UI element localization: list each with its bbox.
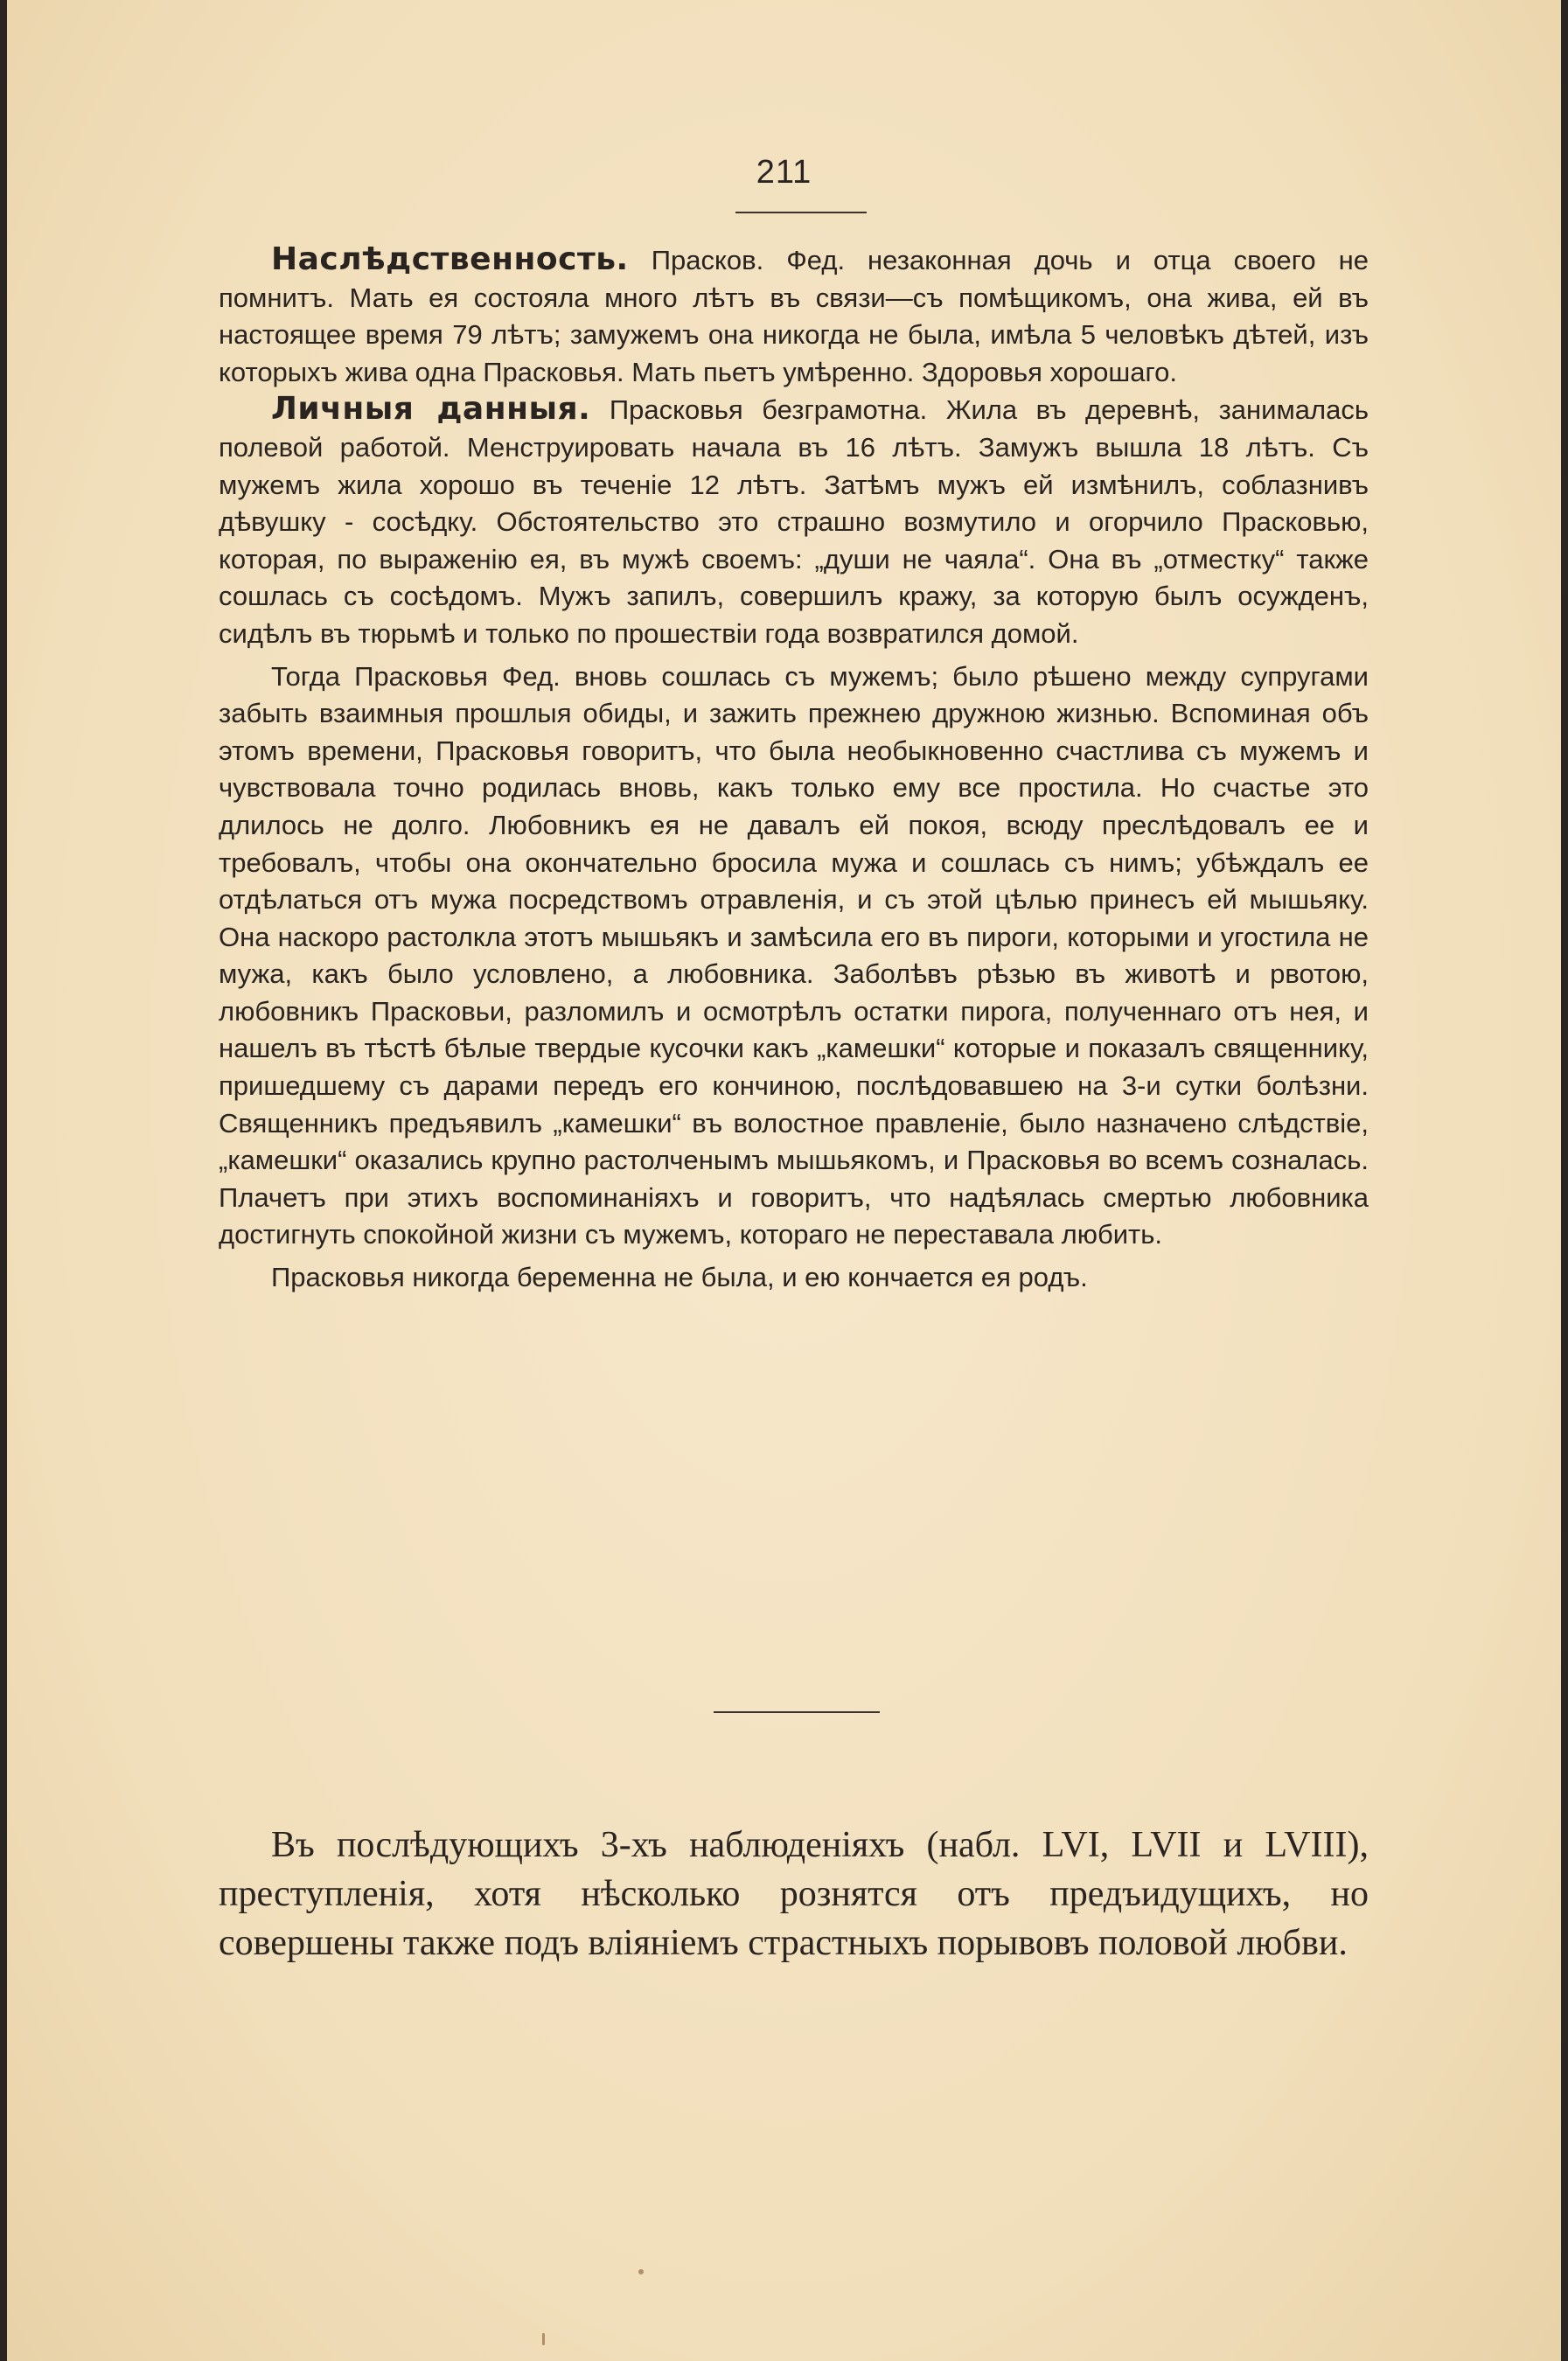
paper-speck [542, 2333, 545, 2345]
story-paragraph: Тогда Прасковья Фед. вновь сошлась съ мужемъ; было рѣшено между супругами забыть взаимныя прошлыя обиды, и зажить прежнею дружною жизнью. Вспоминая объ этомъ времени, Прасковья говоритъ, что была необыкновенно счастлива съ мужемъ и чувствовала точно родилась вновь, какъ только ему все простила. Но счастье это длилось не долго. Любовникъ ея не давалъ ей покоя, всюду преслѣдовалъ ее и требовалъ, чтобы она окончательно бросила мужа и сошлась съ нимъ; убѣждалъ ее отдѣлаться отъ мужа посредствомъ отравленія, и съ этой цѣлью принесъ ей мышьяку. Она наскоро растолкла этотъ мышьякъ и замѣсила его въ пироги, которыми и угостила не мужа, какъ было условлено, а любовника. Заболѣвъ рѣзью въ животѣ и рвотою, любовникъ Прасковьи, разломилъ и осмотрѣлъ остатки пирога, полученнаго отъ нея, и нашелъ въ тѣстѣ бѣлые твердые кусочки какъ „камешки“ которые и показалъ священнику, пришедшему съ дарами передъ его кончиною, послѣдовавшею на 3-и сутки болѣзни. Священникъ предъявилъ „камешки“ въ волостное правленіе, было назначено слѣдствіе, „камешки“ оказались крупно растолченымъ мышьякомъ, и Прасковья во всемъ созналась. Плачетъ при этихъ воспоминаніяхъ и говоритъ, что надѣялась смертью любовника достигнуть спокойной жизни съ мужемъ, котораго не переставала любить. [219, 660, 1369, 1250]
page-number-underline [735, 212, 867, 213]
personal-heading: Личныя данныя. [271, 391, 591, 428]
intro-paragraph: Въ послѣдующихъ 3-хъ наблюденіяхъ (набл. LVI, LVII и LVIII), преступленія, хотя нѣсколько рознятся отъ предъидущихъ, но совершены также подъ вліяніемъ страстныхъ порывовъ половой любви. [219, 1825, 1369, 1963]
personal-paragraph [219, 391, 1369, 652]
personal-text: Прасковья безграмотна. Жила въ деревнѣ, занималась полевой работой. Менструировать начала въ 16 лѣтъ. Замужъ вышла 18 лѣтъ. Съ мужемъ жила хорошо въ теченіе 12 лѣтъ. Затѣмъ мужъ ей измѣнилъ, соблазнивъ дѣвушку - сосѣдку. Обстоятельство это страшно возмутило и огорчило Прасковью, которая, по выраженію ея, въ мужѣ своемъ: „души не чаяла“. Она въ „отместку“ также сошлась съ сосѣдомъ. Мужъ запилъ, совершилъ кражу, за которую былъ осужденъ, сидѣлъ въ тюрьмѣ и только по прошествіи года возвратился домой. [219, 394, 1369, 649]
heredity-text: Прасков. Фед. незаконная дочь и отца своего не помнитъ. Мать ея состояла много лѣтъ въ связи—съ помѣщикомъ, она жива, ей въ настоящее время 79 лѣтъ; замужемъ она никогда не была, имѣла 5 человѣкъ дѣтей, изъ которыхъ жива одна Прасковья. Мать пьетъ умѣренно. Здоровья хорошаго. [219, 245, 1369, 387]
book-page [7, 0, 1561, 2361]
heredity-paragraph [219, 241, 1369, 391]
page-number: 211 [756, 154, 812, 191]
paper-speck [638, 2269, 644, 2274]
heredity-heading: Наслѣдственность. [271, 241, 629, 277]
case-text [219, 241, 1369, 1297]
section-divider [714, 1711, 880, 1713]
ending-paragraph: Прасковья никогда беременна не была, и ею кончается ея родъ. [271, 1262, 1088, 1293]
